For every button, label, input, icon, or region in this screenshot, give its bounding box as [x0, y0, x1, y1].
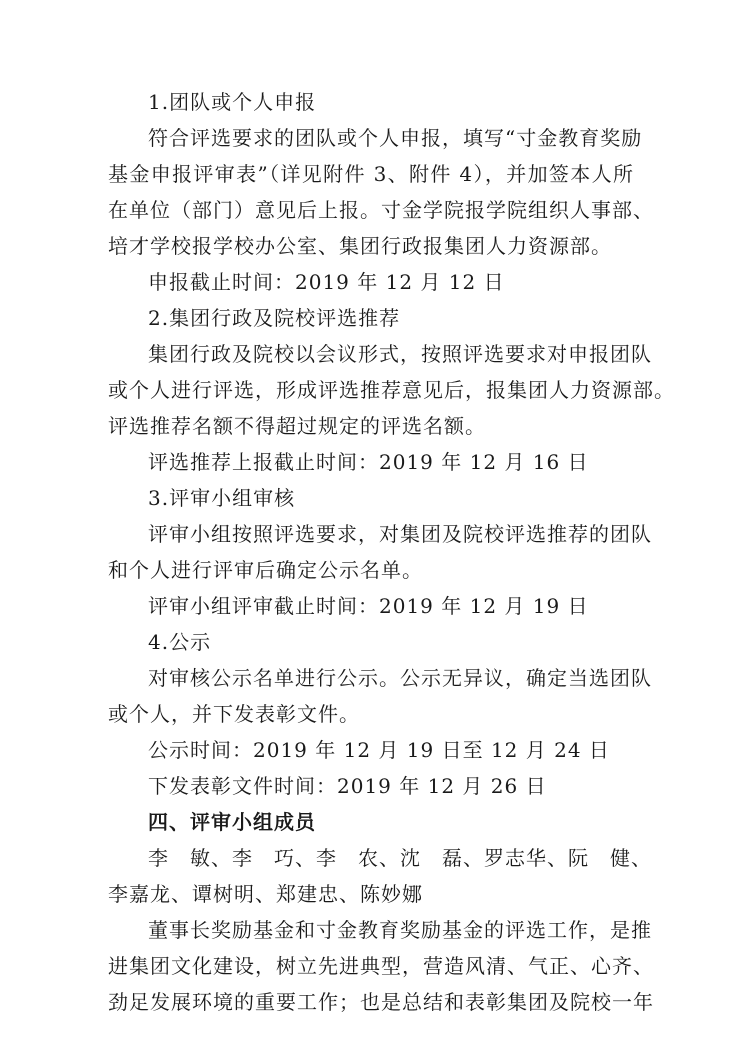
section-heading-3: 3.评审小组审核: [148, 486, 296, 510]
paragraph-line: 或个人，并下发表彰文件。: [108, 702, 360, 726]
paragraph-line: 董事长奖励基金和寸金教育奖励基金的评选工作，是推: [148, 918, 652, 942]
paragraph-line: 集团行政及院校以会议形式，按照评选要求对申报团队: [148, 342, 652, 366]
deadline-line: 下发表彰文件时间：2019 年 12 月 26 日: [148, 774, 547, 798]
paragraph-line: 基金申报评审表”（详见附件 3、附件 4），并加签本人所: [108, 162, 634, 186]
deadline-line: 评选推荐上报截止时间：2019 年 12 月 16 日: [148, 450, 589, 474]
deadline-line: 评审小组评审截止时间：2019 年 12 月 19 日: [148, 594, 589, 618]
paragraph-line: 培才学校报学校办公室、集团行政报集团人力资源部。: [108, 234, 612, 258]
paragraph-line: 评选推荐名额不得超过规定的评选名额。: [108, 414, 486, 438]
paragraph-line: 评审小组按照评选要求，对集团及院校评选推荐的团队: [148, 522, 652, 546]
section-heading-1: 1.团队或个人申报: [148, 90, 317, 114]
section-heading-members: 四、评审小组成员: [148, 810, 316, 834]
member-names-line: 李嘉龙、谭树明、郑建忠、陈妙娜: [108, 882, 423, 906]
paragraph-line: 和个人进行评审后确定公示名单。: [108, 558, 423, 582]
member-names-line: 李 敏、李 巧、李 农、沈 磊、罗志华、阮 健、: [148, 846, 652, 870]
deadline-line: 公示时间：2019 年 12 月 19 日至 12 月 24 日: [148, 738, 610, 762]
deadline-line: 申报截止时间：2019 年 12 月 12 日: [148, 270, 505, 294]
paragraph-line: 符合评选要求的团队或个人申报，填写“寸金教育奖励: [148, 126, 643, 150]
section-heading-2: 2.集团行政及院校评选推荐: [148, 306, 401, 330]
paragraph-line: 在单位（部门）意见后上报。寸金学院报学院组织人事部、: [108, 198, 654, 222]
paragraph-line: 对审核公示名单进行公示。公示无异议，确定当选团队: [148, 666, 652, 690]
paragraph-line: 劲足发展环境的重要工作；也是总结和表彰集团及院校一年: [108, 990, 654, 1014]
paragraph-line: 进集团文化建设，树立先进典型，营造风清、气正、心齐、: [108, 954, 654, 978]
section-heading-4: 4.公示: [148, 630, 212, 654]
paragraph-line: 或个人进行评选，形成评选推荐意见后，报集团人力资源部。: [108, 378, 675, 402]
